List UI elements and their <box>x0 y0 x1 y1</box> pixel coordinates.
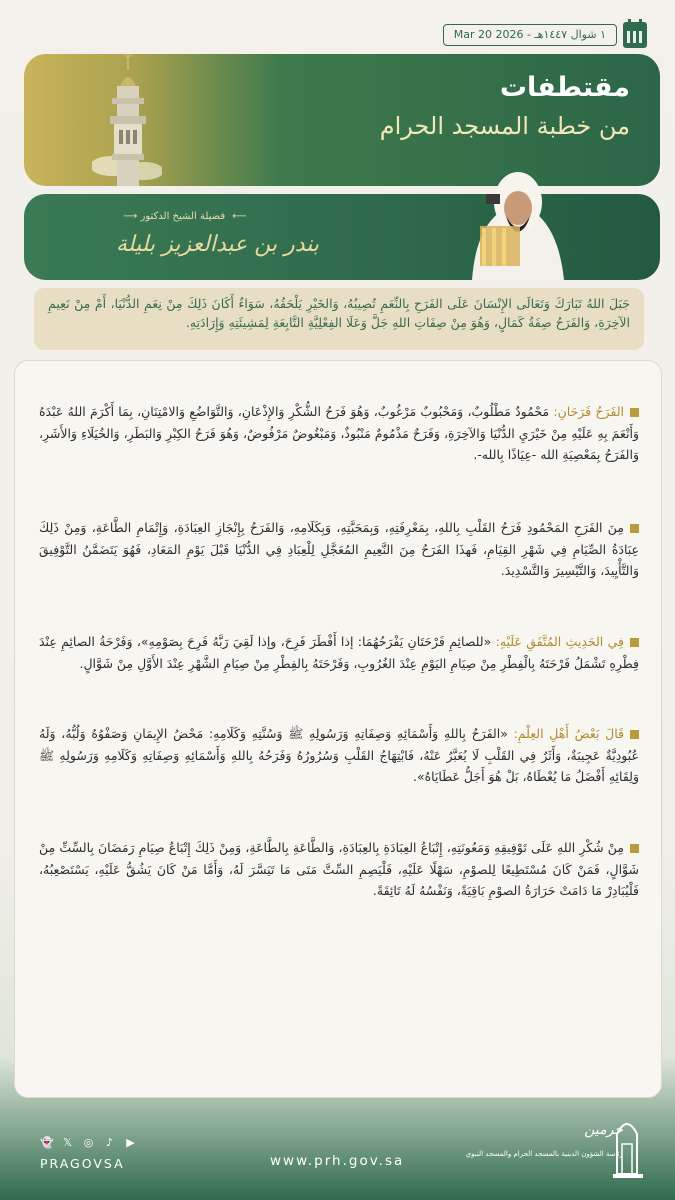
snapchat-icon[interactable]: 👻 <box>40 1136 54 1149</box>
paragraph <box>39 517 639 582</box>
website-link[interactable]: www.prh.gov.sa <box>270 1153 405 1169</box>
tiktok-icon[interactable]: ♪ <box>105 1136 114 1149</box>
bullet-icon <box>630 844 639 853</box>
bullet-icon <box>630 730 639 739</box>
speaker-title-label <box>119 211 247 222</box>
social-handle[interactable]: PRAGOVSA <box>40 1156 125 1171</box>
speaker-label-text: فضيلة الشيخ الدكتور <box>140 211 226 222</box>
youtube-icon[interactable]: ▶ <box>126 1136 135 1149</box>
arrow-left-icon: ⟵ <box>232 211 247 222</box>
paragraph-text: «الفَرَحُ بِاللهِ وَأَسْمَائِهِ وَصِفَاتِهِ وَرَسُولِهِ ﷺ وَسُنَّتِهِ وَكَلَامِهِ: مَحْضُ الإِيمَانِ وَصَفْوُهُ وَلُبُّهُ، وَلَهُ عُبُودِيَّةٌ عَجِيبَةٌ، وَأَثَرٌ فِي القَلْبِ لَا يُعَبَّرُ عَنْهُ، فَابْتِهَاجُ القَلْبِ وَسُرُورُهُ وَفَرَحُهُ بِاللهِ وَأَسْمَائِهِ وَصِفَاتِهِ وَكَلَامِهِ وَرَسُولِهِ ﷺ وَلِقَائِهِ أَفْضَلُ مَا يُعْطَاهُ، بَلْ هُوَ أَجَلُّ عَطَايَاهُ». <box>39 726 639 784</box>
arrow-right-icon: ⟶ <box>123 211 138 222</box>
intro-text: جَبَلَ اللهُ تَبَارَكَ وَتَعَالَى الإِنْسَانَ عَلَى الفَرَحِ بِالنِّعَمِ تُصِيبُهُ، وَالخَيْرِ يَلْحَقُهُ، سَوَاءٌ أَكَانَ ذَلِكَ مِنْ نِعَمِ الدُّنْيَا، أَمْ مِنْ نَعِيمِ الآخِرَةِ، وَالفَرَحُ صِفَةُ كَمَالٍ، وَهُوَ مِنْ صِفَاتِ اللهِ جَلَّ وَعَلَا الفِعْلِيَّةِ التَّابِعَةِ لِمَشِيئَتِهِ وَإِرَادَتِهِ. <box>34 288 644 350</box>
logo-subtitle: رئاسة الشؤون الدينية بالمسجد الحرام والمسجد النبوي <box>465 1150 623 1158</box>
paragraph-text: مِنَ الفَرَحِ المَحْمُودِ فَرَحُ القَلْبِ بِاللهِ، بِمَعْرِفَتِهِ، وَبِمَحَبَّتِهِ، وَبِكَلَامِهِ، وَالفَرَحُ بِإِنْجَازِ العِبَادَةِ، وَإِتْمَامِ الطَّاعَةِ، وَمِنْ ذَلِكَ عِبَادَةُ الصِّيَامِ فِي شَهْرِ القِيَامِ، فَهذَا الفَرَحُ مِنَ النَّعِيمِ المُعَجَّلِ لِلْعِبَادِ فِي الدُّنْيَا قَبْلَ يَوْمِ المَعَادِ، فَهُوَ يَتَضَمَّنُ التَّوْفِيقَ وَالتَّأْيِيدَ، وَالتَّيْسِيرَ وَالتَّسْدِيدَ. <box>39 520 639 578</box>
content-card <box>14 360 662 1098</box>
speaker-portrait <box>452 164 582 280</box>
haramain-logo <box>537 1104 647 1184</box>
calendar-icon <box>623 22 647 48</box>
instagram-icon[interactable]: ◎ <box>83 1136 94 1149</box>
date-bar <box>443 22 647 48</box>
speaker-name: بندر بن عبدالعزيز بليلة <box>116 232 320 257</box>
speaker-banner <box>24 194 660 280</box>
page-subtitle: من خطبة المسجد الحرام <box>379 112 630 140</box>
page-title: مقتطفات <box>499 72 630 103</box>
paragraph-lead: الفَرَحُ فَرَحَانِ: <box>553 404 624 419</box>
social-icons <box>40 1136 137 1149</box>
bullet-icon <box>630 524 639 533</box>
paragraph <box>39 631 639 674</box>
paragraph <box>39 837 639 902</box>
logo-wordmark: حرمين <box>584 1122 623 1138</box>
paragraph <box>39 723 639 788</box>
bullet-icon <box>630 408 639 417</box>
paragraph-text: «للصائِمِ فَرْحَتَانِ يَفْرَحُهُمَا: إذا أَفْطَرَ فَرِحَ، وإذا لَقِيَ رَبَّهُ فَرِحَ بِصَوْمِهِ»، وَفَرْحَةُ الصائِمِ عِنْدَ فِطْرِهِ تَشْمَلُ فَرْحَتَهُ بِالْفِطْرِ مِنْ صِيَامِ اليَوْمِ عِنْدَ الغُرُوبِ، وَفَرْحَتَهُ بِالفِطْرِ مِنْ صِيَامِ الشَّهْرِ عِنْدَ الأَوَّلِ مِنْ شَوَّالٍ. <box>39 634 639 671</box>
paragraph <box>39 401 639 466</box>
bullet-icon <box>630 638 639 647</box>
paragraph-lead: فِي الحَدِيثِ المُتَّفَقِ عَلَيْهِ: <box>495 634 624 649</box>
paragraph-text: مَحْمُودٌ مَطْلُوبٌ، وَمَحْبُوبٌ مَرْغُوبٌ، وَهُوَ فَرَحُ الشُّكْرِ وَالإِذْعَانِ، وَالتَّوَاضُعِ وَالامْتِنَانِ، بِمَا أَكْرَمَ اللهُ عَبْدَهُ وَأَنْعَمَ بِهِ عَلَيْهِ مِنْ خَيْرَيِ الدُّنْيَا وَالآخِرَةِ، وَفَرَحٌ مَذْمُومٌ مَنْبُوذٌ، وَمَبْغُوضٌ مَرْفُوضٌ، وَهُوَ فَرَحُ الكِبْرِ وَالبَطَرِ، وَالخُيَلَاءِ وَالأَشَرِ، وَالفَرَحُ بِمَعْصِيَةِ الله -عِيَاذًا بِالله-. <box>39 404 639 462</box>
x-icon[interactable]: 𝕏 <box>63 1136 72 1149</box>
paragraph-lead: قَالَ بَعْضُ أَهْلِ العِلْمِ: <box>513 726 624 741</box>
minaret-icon <box>92 54 162 186</box>
paragraph-text: مِنْ شُكْرِ اللهِ عَلَى تَوْفِيقِهِ وَمَعُونَتِهِ، إِتْبَاعُ العِبَادَةِ بِالعِبَادَةِ، وَالطَّاعَةِ بِالطَّاعَةِ، وَمِنْ ذَلِكَ إِتْبَاعُ صِيَامِ رَمَضَانَ بِالسِّتِّ مِنْ شَوَّالٍ، فَمَنْ كَانَ مُسْتَطِيعًا لِلصوْمِ، سَهْلًا عَلَيْهِ، فَلْيَصِمِ السِّتَّ مَتَى مَا تَيَسَّرَ لَهُ، وَأَمَّا مَنْ كَانَ يَشُقُّ عَلَيْهِ، يَسْتَصْعِبُهُ، فَلْيُبَادِرْ مَا دَامَتْ حَرَارَةُ الصوْمِ بَاقِيَةً، وَنَفْسُهُ لَهُ تَائِقَةً. <box>39 840 639 898</box>
date-label: ١ شوال ١٤٤٧هـ - 2026 Mar 20 <box>443 24 617 46</box>
